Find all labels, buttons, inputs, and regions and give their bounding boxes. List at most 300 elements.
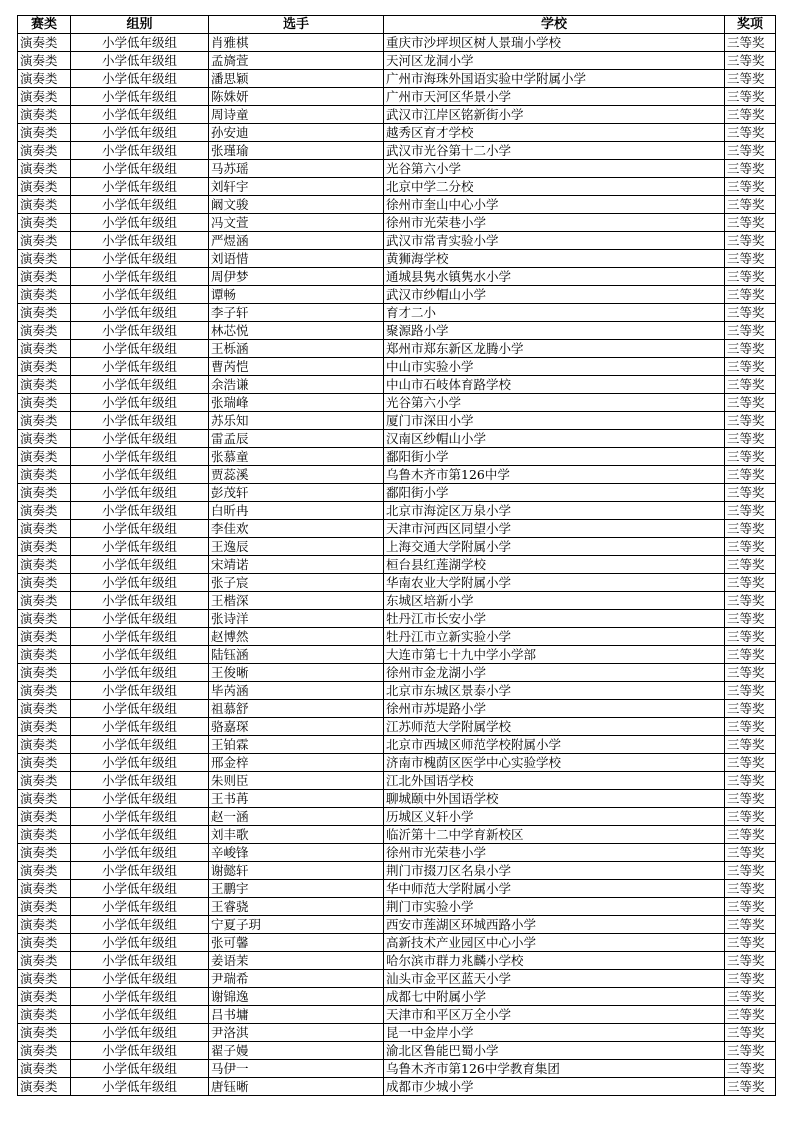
school-cell: 上海交通大学附属小学	[384, 538, 725, 556]
award-cell: 三等奖	[725, 1042, 776, 1060]
contestant-cell: 贾蕊溪	[209, 466, 384, 484]
award-cell: 三等奖	[725, 88, 776, 106]
award-cell: 三等奖	[725, 520, 776, 538]
contestant-cell: 彭茂轩	[209, 484, 384, 502]
table-row	[18, 430, 776, 448]
award-cell: 三等奖	[725, 880, 776, 898]
table-row	[18, 394, 776, 412]
table-row	[18, 160, 776, 178]
contestant-cell: 尹洛淇	[209, 1024, 384, 1042]
table-row	[18, 988, 776, 1006]
category-cell: 演奏类	[18, 1042, 71, 1060]
table-row	[18, 916, 776, 934]
table-row	[18, 1042, 776, 1060]
group-cell: 小学低年级组	[71, 520, 209, 538]
table-row	[18, 664, 776, 682]
school-cell: 育才二小	[384, 304, 725, 322]
table-row	[18, 682, 776, 700]
award-cell: 三等奖	[725, 358, 776, 376]
table-row	[18, 700, 776, 718]
category-cell: 演奏类	[18, 790, 71, 808]
category-cell: 演奏类	[18, 898, 71, 916]
contestant-cell: 马伊一	[209, 1060, 384, 1078]
school-cell: 荆门市掇刀区名泉小学	[384, 862, 725, 880]
contestant-cell: 宋靖诺	[209, 556, 384, 574]
table-row	[18, 502, 776, 520]
group-cell: 小学低年级组	[71, 124, 209, 142]
award-cell: 三等奖	[725, 178, 776, 196]
contestant-cell: 吕书墉	[209, 1006, 384, 1024]
award-cell: 三等奖	[725, 466, 776, 484]
award-cell: 三等奖	[725, 52, 776, 70]
category-cell: 演奏类	[18, 412, 71, 430]
group-cell: 小学低年级组	[71, 1078, 209, 1096]
group-cell: 小学低年级组	[71, 502, 209, 520]
category-cell: 演奏类	[18, 88, 71, 106]
category-cell: 演奏类	[18, 106, 71, 124]
table-row	[18, 628, 776, 646]
award-cell: 三等奖	[725, 700, 776, 718]
award-cell: 三等奖	[725, 592, 776, 610]
contestant-cell: 王睿骁	[209, 898, 384, 916]
award-cell: 三等奖	[725, 376, 776, 394]
table-row	[18, 574, 776, 592]
category-cell: 演奏类	[18, 1024, 71, 1042]
table-row	[18, 268, 776, 286]
group-cell: 小学低年级组	[71, 448, 209, 466]
table-row	[18, 1078, 776, 1096]
award-cell: 三等奖	[725, 250, 776, 268]
school-cell: 历城区义轩小学	[384, 808, 725, 826]
school-cell: 中山市实验小学	[384, 358, 725, 376]
contestant-cell: 翟子嫚	[209, 1042, 384, 1060]
group-cell: 小学低年级组	[71, 1006, 209, 1024]
group-cell: 小学低年级组	[71, 700, 209, 718]
group-cell: 小学低年级组	[71, 268, 209, 286]
contestant-cell: 王俊晰	[209, 664, 384, 682]
category-cell: 演奏类	[18, 646, 71, 664]
table-row	[18, 124, 776, 142]
table-row	[18, 862, 776, 880]
contestant-cell: 骆嘉琛	[209, 718, 384, 736]
contestant-cell: 唐钰晰	[209, 1078, 384, 1096]
award-cell: 三等奖	[725, 754, 776, 772]
category-cell: 演奏类	[18, 610, 71, 628]
category-cell: 演奏类	[18, 124, 71, 142]
contestant-cell: 王栎涵	[209, 340, 384, 358]
contestant-cell: 刘轩宇	[209, 178, 384, 196]
group-cell: 小学低年级组	[71, 934, 209, 952]
contestant-cell: 王楷深	[209, 592, 384, 610]
table-row	[18, 556, 776, 574]
school-cell: 重庆市沙坪坝区树人景瑞小学校	[384, 34, 725, 52]
category-cell: 演奏类	[18, 340, 71, 358]
contestant-cell: 尹瑞希	[209, 970, 384, 988]
group-cell: 小学低年级组	[71, 484, 209, 502]
group-cell: 小学低年级组	[71, 196, 209, 214]
group-cell: 小学低年级组	[71, 304, 209, 322]
award-cell: 三等奖	[725, 826, 776, 844]
category-cell: 演奏类	[18, 538, 71, 556]
table-row	[18, 304, 776, 322]
contestant-cell: 肖雅棋	[209, 34, 384, 52]
contestant-cell: 王铂霖	[209, 736, 384, 754]
group-cell: 小学低年级组	[71, 394, 209, 412]
category-cell: 演奏类	[18, 358, 71, 376]
award-cell: 三等奖	[725, 844, 776, 862]
contestant-cell: 张诗洋	[209, 610, 384, 628]
group-cell: 小学低年级组	[71, 178, 209, 196]
contestant-cell: 张瑞峰	[209, 394, 384, 412]
award-cell: 三等奖	[725, 394, 776, 412]
contestant-cell: 陆钰涵	[209, 646, 384, 664]
contestant-cell: 余浩谦	[209, 376, 384, 394]
category-cell: 演奏类	[18, 430, 71, 448]
group-cell: 小学低年级组	[71, 214, 209, 232]
category-cell: 演奏类	[18, 718, 71, 736]
category-cell: 演奏类	[18, 628, 71, 646]
contestant-cell: 张瑾瑜	[209, 142, 384, 160]
table-row	[18, 322, 776, 340]
category-cell: 演奏类	[18, 808, 71, 826]
header-award: 奖项	[725, 16, 776, 34]
school-cell: 越秀区育才学校	[384, 124, 725, 142]
group-cell: 小学低年级组	[71, 754, 209, 772]
school-cell: 广州市天河区华景小学	[384, 88, 725, 106]
category-cell: 演奏类	[18, 1006, 71, 1024]
category-cell: 演奏类	[18, 160, 71, 178]
award-cell: 三等奖	[725, 322, 776, 340]
school-cell: 天津市和平区万全小学	[384, 1006, 725, 1024]
award-cell: 三等奖	[725, 196, 776, 214]
school-cell: 高新技术产业园区中心小学	[384, 934, 725, 952]
category-cell: 演奏类	[18, 700, 71, 718]
award-cell: 三等奖	[725, 286, 776, 304]
award-cell: 三等奖	[725, 1006, 776, 1024]
table-row	[18, 646, 776, 664]
group-cell: 小学低年级组	[71, 1042, 209, 1060]
award-cell: 三等奖	[725, 790, 776, 808]
table-row	[18, 466, 776, 484]
group-cell: 小学低年级组	[71, 232, 209, 250]
table-row	[18, 718, 776, 736]
category-cell: 演奏类	[18, 376, 71, 394]
school-cell: 江苏师范大学附属学校	[384, 718, 725, 736]
group-cell: 小学低年级组	[71, 808, 209, 826]
contestant-cell: 祖慕舒	[209, 700, 384, 718]
category-cell: 演奏类	[18, 1060, 71, 1078]
group-cell: 小学低年级组	[71, 142, 209, 160]
table-row	[18, 196, 776, 214]
school-cell: 北京市海淀区万泉小学	[384, 502, 725, 520]
table-row	[18, 880, 776, 898]
category-cell: 演奏类	[18, 286, 71, 304]
group-cell: 小学低年级组	[71, 826, 209, 844]
school-cell: 徐州市光荣巷小学	[384, 214, 725, 232]
school-cell: 昆一中金岸小学	[384, 1024, 725, 1042]
table-row	[18, 250, 776, 268]
contestant-cell: 邢金梓	[209, 754, 384, 772]
school-cell: 北京市东城区景泰小学	[384, 682, 725, 700]
school-cell: 中山市石岐体育路学校	[384, 376, 725, 394]
award-cell: 三等奖	[725, 862, 776, 880]
table-row	[18, 88, 776, 106]
school-cell: 武汉市纱帽山小学	[384, 286, 725, 304]
table-row	[18, 484, 776, 502]
school-cell: 武汉市光谷第十二小学	[384, 142, 725, 160]
group-cell: 小学低年级组	[71, 664, 209, 682]
table-row	[18, 754, 776, 772]
contestant-cell: 王逸辰	[209, 538, 384, 556]
award-cell: 三等奖	[725, 772, 776, 790]
category-cell: 演奏类	[18, 520, 71, 538]
award-cell: 三等奖	[725, 304, 776, 322]
contestant-cell: 谢锦逸	[209, 988, 384, 1006]
group-cell: 小学低年级组	[71, 106, 209, 124]
school-cell: 华中师范大学附属小学	[384, 880, 725, 898]
group-cell: 小学低年级组	[71, 538, 209, 556]
group-cell: 小学低年级组	[71, 574, 209, 592]
school-cell: 武汉市江岸区铭新街小学	[384, 106, 725, 124]
award-cell: 三等奖	[725, 808, 776, 826]
group-cell: 小学低年级组	[71, 898, 209, 916]
school-cell: 华南农业大学附属小学	[384, 574, 725, 592]
contestant-cell: 刘语惜	[209, 250, 384, 268]
school-cell: 济南市槐荫区医学中心实验学校	[384, 754, 725, 772]
school-cell: 临沂第十二中学育新校区	[384, 826, 725, 844]
category-cell: 演奏类	[18, 448, 71, 466]
contestant-cell: 谢懿轩	[209, 862, 384, 880]
table-row	[18, 412, 776, 430]
contestant-cell: 阚文骏	[209, 196, 384, 214]
group-cell: 小学低年级组	[71, 556, 209, 574]
award-cell: 三等奖	[725, 610, 776, 628]
category-cell: 演奏类	[18, 502, 71, 520]
school-cell: 徐州市奎山中心小学	[384, 196, 725, 214]
table-row	[18, 214, 776, 232]
award-cell: 三等奖	[725, 340, 776, 358]
school-cell: 聚源路小学	[384, 322, 725, 340]
award-cell: 三等奖	[725, 232, 776, 250]
category-cell: 演奏类	[18, 304, 71, 322]
table-row	[18, 934, 776, 952]
group-cell: 小学低年级组	[71, 358, 209, 376]
award-cell: 三等奖	[725, 124, 776, 142]
contestant-cell: 冯文萱	[209, 214, 384, 232]
group-cell: 小学低年级组	[71, 250, 209, 268]
category-cell: 演奏类	[18, 916, 71, 934]
contestant-cell: 孙安迪	[209, 124, 384, 142]
award-cell: 三等奖	[725, 646, 776, 664]
school-cell: 乌鲁木齐市第126中学	[384, 466, 725, 484]
group-cell: 小学低年级组	[71, 772, 209, 790]
group-cell: 小学低年级组	[71, 880, 209, 898]
award-cell: 三等奖	[725, 160, 776, 178]
group-cell: 小学低年级组	[71, 466, 209, 484]
contestant-cell: 张慕童	[209, 448, 384, 466]
school-cell: 汉南区纱帽山小学	[384, 430, 725, 448]
header-category: 赛类	[18, 16, 71, 34]
award-cell: 三等奖	[725, 268, 776, 286]
award-cell: 三等奖	[725, 898, 776, 916]
award-cell: 三等奖	[725, 988, 776, 1006]
award-cell: 三等奖	[725, 718, 776, 736]
category-cell: 演奏类	[18, 844, 71, 862]
table-row	[18, 538, 776, 556]
school-cell: 东城区培新小学	[384, 592, 725, 610]
table-row	[18, 592, 776, 610]
school-cell: 成都市少城小学	[384, 1078, 725, 1096]
school-cell: 光谷第六小学	[384, 160, 725, 178]
category-cell: 演奏类	[18, 970, 71, 988]
category-cell: 演奏类	[18, 772, 71, 790]
contestant-cell: 李子轩	[209, 304, 384, 322]
award-cell: 三等奖	[725, 142, 776, 160]
award-cell: 三等奖	[725, 736, 776, 754]
category-cell: 演奏类	[18, 232, 71, 250]
group-cell: 小学低年级组	[71, 376, 209, 394]
school-cell: 武汉市常青实验小学	[384, 232, 725, 250]
category-cell: 演奏类	[18, 664, 71, 682]
category-cell: 演奏类	[18, 484, 71, 502]
contestant-cell: 朱则臣	[209, 772, 384, 790]
school-cell: 江北外国语学校	[384, 772, 725, 790]
group-cell: 小学低年级组	[71, 628, 209, 646]
contestant-cell: 王鹏宇	[209, 880, 384, 898]
header-group: 组别	[71, 16, 209, 34]
award-cell: 三等奖	[725, 538, 776, 556]
award-cell: 三等奖	[725, 214, 776, 232]
group-cell: 小学低年级组	[71, 88, 209, 106]
group-cell: 小学低年级组	[71, 988, 209, 1006]
contestant-cell: 辛峻锋	[209, 844, 384, 862]
award-cell: 三等奖	[725, 682, 776, 700]
category-cell: 演奏类	[18, 178, 71, 196]
contestant-cell: 刘丰歌	[209, 826, 384, 844]
group-cell: 小学低年级组	[71, 610, 209, 628]
award-cell: 三等奖	[725, 628, 776, 646]
contestant-cell: 赵博然	[209, 628, 384, 646]
award-cell: 三等奖	[725, 484, 776, 502]
school-cell: 大连市第七十九中学小学部	[384, 646, 725, 664]
school-cell: 厦门市深田小学	[384, 412, 725, 430]
group-cell: 小学低年级组	[71, 340, 209, 358]
award-cell: 三等奖	[725, 34, 776, 52]
award-cell: 三等奖	[725, 448, 776, 466]
school-cell: 鄱阳街小学	[384, 484, 725, 502]
group-cell: 小学低年级组	[71, 322, 209, 340]
table-row	[18, 844, 776, 862]
group-cell: 小学低年级组	[71, 790, 209, 808]
school-cell: 牡丹江市立新实验小学	[384, 628, 725, 646]
contestant-cell: 周诗童	[209, 106, 384, 124]
table-row	[18, 898, 776, 916]
group-cell: 小学低年级组	[71, 1024, 209, 1042]
group-cell: 小学低年级组	[71, 160, 209, 178]
school-cell: 北京市西城区师范学校附属小学	[384, 736, 725, 754]
category-cell: 演奏类	[18, 1078, 71, 1096]
category-cell: 演奏类	[18, 736, 71, 754]
contestant-cell: 孟旖萱	[209, 52, 384, 70]
contestant-cell: 姜语茉	[209, 952, 384, 970]
award-cell: 三等奖	[725, 412, 776, 430]
group-cell: 小学低年级组	[71, 952, 209, 970]
school-cell: 光谷第六小学	[384, 394, 725, 412]
category-cell: 演奏类	[18, 214, 71, 232]
school-cell: 通城县隽水镇隽水小学	[384, 268, 725, 286]
table-row	[18, 772, 776, 790]
award-cell: 三等奖	[725, 106, 776, 124]
group-cell: 小学低年级组	[71, 862, 209, 880]
award-cell: 三等奖	[725, 934, 776, 952]
category-cell: 演奏类	[18, 592, 71, 610]
contestant-cell: 周伊梦	[209, 268, 384, 286]
award-cell: 三等奖	[725, 916, 776, 934]
school-cell: 鄱阳街小学	[384, 448, 725, 466]
category-cell: 演奏类	[18, 394, 71, 412]
contestant-cell: 苏乐知	[209, 412, 384, 430]
group-cell: 小学低年级组	[71, 430, 209, 448]
table-row	[18, 70, 776, 88]
award-cell: 三等奖	[725, 952, 776, 970]
group-cell: 小学低年级组	[71, 412, 209, 430]
category-cell: 演奏类	[18, 142, 71, 160]
school-cell: 黄狮海学校	[384, 250, 725, 268]
category-cell: 演奏类	[18, 880, 71, 898]
school-cell: 郑州市郑东新区龙腾小学	[384, 340, 725, 358]
school-cell: 哈尔滨市群力兆麟小学校	[384, 952, 725, 970]
table-row	[18, 448, 776, 466]
group-cell: 小学低年级组	[71, 646, 209, 664]
contestant-cell: 严煜涵	[209, 232, 384, 250]
school-cell: 荆门市实验小学	[384, 898, 725, 916]
contestant-cell: 谭畅	[209, 286, 384, 304]
contestant-cell: 林芯悦	[209, 322, 384, 340]
contestant-cell: 陈姝妍	[209, 88, 384, 106]
category-cell: 演奏类	[18, 754, 71, 772]
group-cell: 小学低年级组	[71, 286, 209, 304]
group-cell: 小学低年级组	[71, 718, 209, 736]
table-row	[18, 34, 776, 52]
table-row	[18, 970, 776, 988]
group-cell: 小学低年级组	[71, 34, 209, 52]
table-row	[18, 232, 776, 250]
table-row	[18, 952, 776, 970]
school-cell: 成都七中附属小学	[384, 988, 725, 1006]
category-cell: 演奏类	[18, 826, 71, 844]
contestant-cell: 王书苒	[209, 790, 384, 808]
category-cell: 演奏类	[18, 34, 71, 52]
contestant-cell: 张可馨	[209, 934, 384, 952]
category-cell: 演奏类	[18, 574, 71, 592]
contestant-cell: 潘思颖	[209, 70, 384, 88]
category-cell: 演奏类	[18, 988, 71, 1006]
contestant-cell: 赵一涵	[209, 808, 384, 826]
header-row	[18, 16, 776, 34]
group-cell: 小学低年级组	[71, 844, 209, 862]
table-row	[18, 736, 776, 754]
category-cell: 演奏类	[18, 862, 71, 880]
award-cell: 三等奖	[725, 430, 776, 448]
school-cell: 徐州市金龙湖小学	[384, 664, 725, 682]
header-contestant: 选手	[209, 16, 384, 34]
table-row	[18, 52, 776, 70]
category-cell: 演奏类	[18, 682, 71, 700]
contestant-cell: 宁夏子玥	[209, 916, 384, 934]
group-cell: 小学低年级组	[71, 1060, 209, 1078]
group-cell: 小学低年级组	[71, 52, 209, 70]
table-row	[18, 826, 776, 844]
